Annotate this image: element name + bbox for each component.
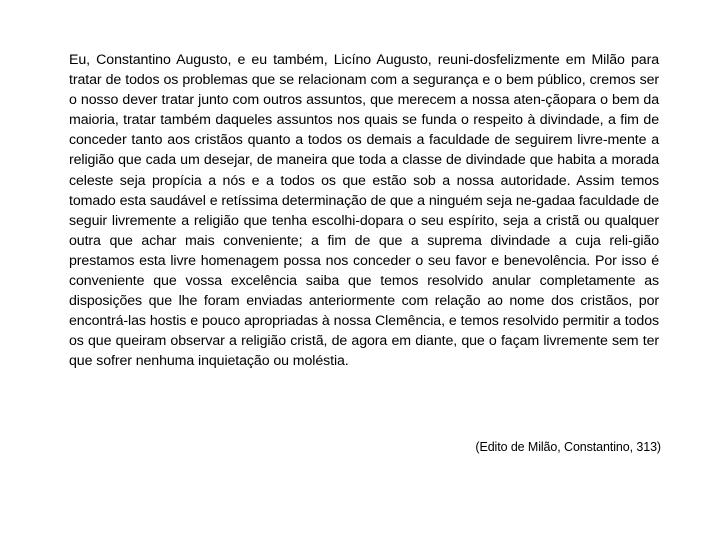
- edict-text: Eu, Constantino Augusto, e eu também, Licíno Augusto, reuni-dosfelizmente em Milão para tratar de todos os problemas que se relacionam com a segurança e o bem público, cremos ser o nosso dever tratar junto com outros assuntos, que merecem a nossa aten-çãopara o bem da maioria, tratar também daqueles assuntos nos quais se funda o respeito à divindade, a fim de conceder tanto aos cristãos quanto a todos os demais a faculdade de seguirem livre-mente a religião que cada um desejar, de maneira que toda a classe de divindade que habita a morada celeste seja propícia a nós e a todos os que estão sob a nossa autoridade. Assim temos tomado esta saudável e retíssima determinação de que a ninguém seja ne-gadaa faculdade de seguir livremente a religião que tenha escolhi-dopara o seu espírito, seja a cristã ou qualquer outra que achar mais conveniente; a fim de que a suprema divindade a cuja reli-gião prestamos esta livre homenagem possa nos conceder o seu favor e benevolência. Por isso é conveniente que vossa excelência saiba que temos resolvido anular completamente as disposições que lhe foram enviadas anteriormente com relação ao nome dos cristãos, por encontrá-las hostis e pouco apropriadas à nossa Clemência, e temos resolvido permitir a todos os que queiram observar a religião cristã, de agora em diante, que o façam livremente sem ter que sofrer nenhuma inquietação ou moléstia.: [69, 52, 659, 370]
- quote-block: [69, 50, 659, 372]
- citation-text: (Edito de Milão, Constantino, 313): [475, 440, 661, 454]
